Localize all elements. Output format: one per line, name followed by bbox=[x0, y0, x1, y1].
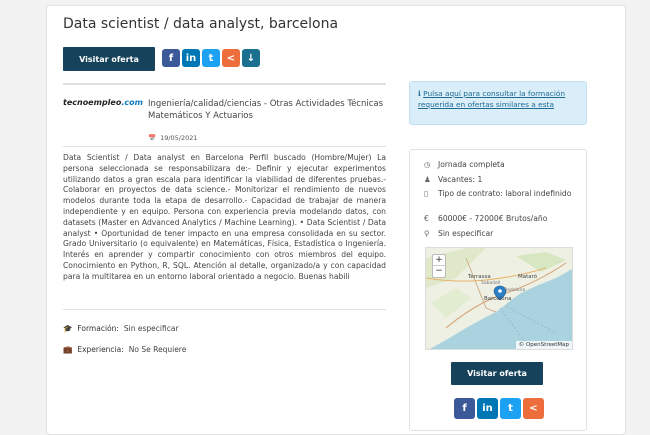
zoom-out-button[interactable]: − bbox=[435, 266, 443, 276]
facebook-icon[interactable]: f bbox=[454, 398, 475, 419]
map-label-terrassa: Terrassa bbox=[468, 274, 491, 280]
vacantes-value: Vacantes: 1 bbox=[438, 175, 483, 184]
users-icon: ♟ bbox=[424, 175, 431, 184]
twitter-icon[interactable]: t bbox=[202, 49, 220, 67]
contrato-row bbox=[424, 188, 574, 199]
formacion-label: Formación: bbox=[77, 324, 119, 333]
clock-icon: ◷ bbox=[424, 160, 431, 169]
divider bbox=[63, 309, 386, 310]
linkedin-icon[interactable]: in bbox=[182, 49, 200, 67]
share-bar-side bbox=[454, 398, 544, 419]
share-icon[interactable]: < bbox=[222, 49, 240, 67]
map-label-badalona: Badalona bbox=[504, 288, 526, 293]
document-icon: ▯ bbox=[424, 189, 429, 198]
location-map[interactable] bbox=[425, 247, 573, 350]
info-icon: ℹ bbox=[418, 89, 421, 98]
salario-value: 60000€ - 72000€ Brutos/año bbox=[438, 214, 548, 223]
map-label-barcelona: Barcelona bbox=[484, 296, 512, 302]
map-zoom-control bbox=[432, 254, 446, 278]
visit-offer-button[interactable]: Visitar oferta bbox=[63, 47, 155, 71]
formacion-link[interactable]: Pulsa aquí para consultar la formación requerida en ofertas similares a esta bbox=[418, 89, 566, 109]
job-card bbox=[46, 5, 626, 435]
divider bbox=[63, 146, 386, 147]
experiencia-label: Experiencia: bbox=[77, 345, 124, 354]
jornada-value: Jornada completa bbox=[438, 160, 505, 169]
job-summary-box bbox=[409, 149, 587, 431]
experiencia-row bbox=[63, 345, 186, 354]
euro-icon: € bbox=[424, 214, 429, 223]
map-label-mataro: Mataró bbox=[518, 274, 538, 280]
location-pin-icon: ⚲ bbox=[424, 229, 430, 238]
calendar-icon: 📅 bbox=[148, 134, 157, 142]
share-icon[interactable]: < bbox=[523, 398, 544, 419]
graduation-cap-icon: 🎓 bbox=[63, 324, 73, 333]
share-bar-top bbox=[162, 49, 260, 67]
salario-row bbox=[424, 213, 574, 224]
ubicacion-row bbox=[424, 228, 574, 239]
info-alert bbox=[409, 81, 587, 125]
page-title: Data scientist / data analyst, barcelona bbox=[63, 16, 339, 32]
logo-domain: .com bbox=[121, 98, 143, 107]
experiencia-value: No Se Requiere bbox=[128, 345, 187, 354]
contrato-value: Tipo de contrato: laboral indefinido bbox=[438, 189, 572, 198]
twitter-icon[interactable]: t bbox=[500, 398, 521, 419]
date-value: 19/05/2021 bbox=[160, 134, 198, 142]
divider bbox=[63, 83, 386, 85]
download-icon[interactable]: ↓ bbox=[242, 49, 260, 67]
ubicacion-value: Sin especificar bbox=[438, 229, 494, 238]
map-label-sabadell: Sabadell bbox=[481, 281, 501, 286]
linkedin-icon[interactable]: in bbox=[477, 398, 498, 419]
job-description: Data Scientist / Data analyst en Barcelona Perfil buscado (Hombre/Mujer) La persona seleccionada se responsabilizara de:- Definir y ejecutar experimentos utilizando datos a gran escala para identificar la viabilidad de diferentes pruebas.- Colaborar en proyectos de data science.- Monitorizar el rendimiento de nuevos modelos durante toda la etapa de desarrollo.- Capacidad de trabajar de manera independiente y en equipo. Persona con experiencia previa modelando datos, con datasets (Master en Advanced Analytics / Machine Learning). • Data Scientist / Data analyst • Oportunidad de tener impacto en una empresa consolidada en su sector. Grado Universitario (o equivalente) en Matemáticas, Física, Estadística o Ingeniería. Interés en aprender y compartir conocimiento con otros miembros del equipo. Conocimiento en Python, R, SQL. Atención al detalle, organizado/a y con capacidad para la multitarea en un entorno laboral orientado a negocio. Buenas habili bbox=[63, 153, 386, 281]
visit-offer-button-side[interactable]: Visitar oferta bbox=[451, 362, 543, 385]
jornada-row bbox=[424, 159, 574, 170]
zoom-in-button[interactable]: + bbox=[433, 255, 445, 266]
formacion-value: Sin especificar bbox=[123, 324, 179, 333]
vacantes-row bbox=[424, 174, 574, 185]
briefcase-icon: 💼 bbox=[63, 345, 73, 354]
formacion-row bbox=[63, 324, 179, 333]
map-attribution[interactable]: © OpenStreetMap bbox=[516, 341, 572, 349]
publish-date bbox=[148, 134, 198, 142]
facebook-icon[interactable]: f bbox=[162, 49, 180, 67]
logo-text: tecnoempleo bbox=[63, 98, 122, 107]
job-category: Ingeniería/calidad/ciencias - Otras Actividades Técnicas Matemáticos Y Actuarios bbox=[148, 99, 384, 121]
company-logo bbox=[63, 98, 143, 107]
